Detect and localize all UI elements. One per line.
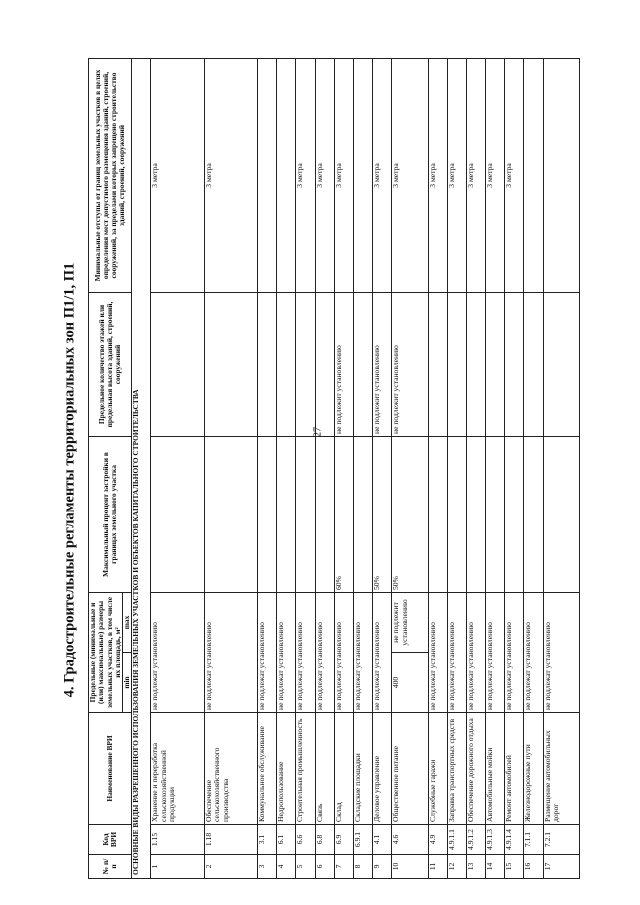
row-sizes: не подлежат установлению	[373, 592, 392, 712]
row-setback: 3 метра	[505, 58, 524, 292]
row-sizes: не подлежат установлению	[486, 592, 505, 712]
row-floors	[258, 292, 277, 436]
row-code: 1.18	[204, 825, 257, 855]
row-code: 6.9	[334, 825, 353, 855]
row-num: 1	[151, 855, 204, 879]
table-row	[505, 58, 524, 878]
row-setback	[543, 58, 579, 292]
row-coverage	[151, 436, 204, 592]
row-code: 6.6	[296, 825, 315, 855]
table-row	[353, 58, 372, 878]
row-floors	[296, 292, 315, 436]
row-name: Недропользование	[277, 713, 296, 825]
row-code: 7.2.1	[543, 825, 579, 855]
row-setback: 3 метра	[204, 58, 257, 292]
row-setback	[353, 58, 372, 292]
row-code: 4.9.1.3	[486, 825, 505, 855]
row-setback: 3 метра	[466, 58, 485, 292]
row-sizes: не подлежат установлению	[277, 592, 296, 712]
row-floors	[353, 292, 372, 436]
row-num: 7	[334, 855, 353, 879]
row-setback: 3 метра	[315, 58, 334, 292]
header-min: min	[123, 653, 132, 713]
row-code: 3.1	[258, 825, 277, 855]
table-row	[204, 58, 257, 878]
row-floors: не подлежит установлению	[373, 292, 392, 436]
row-num: 13	[466, 855, 485, 879]
row-num: 16	[524, 855, 543, 879]
row-floors	[524, 292, 543, 436]
document-title: 4. Градостроительные регламенты территориальных зон П1/1, П1	[61, 262, 78, 698]
row-code: 4.9.1.4	[505, 825, 524, 855]
row-coverage	[296, 436, 315, 592]
header-code: Код ВРИ	[89, 825, 132, 855]
row-setback: 3 метра	[296, 58, 315, 292]
row-floors	[151, 292, 204, 436]
table-row	[447, 58, 466, 878]
row-setback: 3 метра	[486, 58, 505, 292]
row-sizes: не подлежат установлению	[296, 592, 315, 712]
row-name: Складские площадки	[353, 713, 372, 825]
row-num: 8	[353, 855, 372, 879]
row-code: 4.9.1.2	[466, 825, 485, 855]
row-num: 6	[315, 855, 334, 879]
row-coverage	[428, 436, 447, 592]
row-floors	[312, 292, 334, 437]
row-setback: 3 метра	[151, 58, 204, 292]
row-name: Общественное питание	[392, 713, 428, 825]
row-code: 6.1	[277, 825, 296, 855]
row-sizes: не подлежат установлению	[447, 592, 466, 712]
table-row	[373, 58, 392, 878]
row-coverage	[315, 436, 334, 592]
row-code: 4.1	[373, 825, 392, 855]
row-floors	[277, 292, 296, 436]
row-coverage	[505, 436, 524, 592]
row-setback: 3 метра	[428, 58, 447, 292]
table-row	[543, 58, 579, 878]
row-floors	[505, 292, 524, 436]
row-setback: 3 метра	[392, 58, 428, 292]
row-num: 12	[447, 855, 466, 879]
table-row	[296, 58, 315, 878]
header-row	[89, 58, 123, 878]
row-sizes: не подлежат установлению	[524, 592, 543, 712]
row-name: Автомобильные мойки	[486, 713, 505, 825]
row-sizes: не подлежат установлению	[428, 592, 447, 712]
row-coverage: 60%	[334, 436, 353, 592]
row-floors	[486, 292, 505, 436]
row-num: 17	[543, 855, 579, 879]
row-floors	[447, 292, 466, 436]
row-num: 14	[486, 855, 505, 879]
row-code: 7.1.1	[524, 825, 543, 855]
section-row	[132, 58, 151, 878]
row-floors: не подлежит установлению	[334, 292, 353, 436]
row-sizes: не подлежат установлению	[353, 592, 372, 712]
header-num: № п/п	[89, 855, 132, 879]
row-setback	[524, 58, 543, 292]
row-num: 15	[505, 855, 524, 879]
header-name: Наименование ВРИ	[89, 713, 132, 825]
row-sizes: не подлежат установлению	[258, 592, 277, 712]
row-setback: 3 метра	[447, 58, 466, 292]
row-num: 9	[373, 855, 392, 879]
regulations-table-container	[88, 59, 580, 879]
row-name: Коммунальное обслуживание	[258, 713, 277, 825]
row-coverage	[258, 436, 277, 592]
table-row	[334, 58, 353, 878]
header-floors: Предельное количество этажей или предельная высота зданий, строений, сооружений	[89, 292, 132, 436]
table-row	[524, 58, 543, 878]
row-sizes: не подлежат установлению	[315, 592, 334, 712]
row-code: 4.6	[392, 825, 428, 855]
header-setback: Минимальные отступы от границ земельных участков в целях определения мест допустимого размещения зданий, строений, сооружений, за пределами которых запрещено строительство зданий, строений, сооружений	[89, 58, 132, 292]
row-code: 1.15	[151, 825, 204, 855]
row-code: 4.9	[428, 825, 447, 855]
row-sizes: не подлежат установлению	[334, 592, 353, 712]
table-row	[258, 58, 277, 878]
row-code: 6.8	[315, 825, 334, 855]
row-coverage	[524, 436, 543, 592]
row-coverage	[277, 436, 296, 592]
row-sizes: не подлежат установлению	[204, 592, 257, 712]
row-name: Размещение автомобильных дорог	[543, 713, 579, 825]
header-size-limits: Предельные (минимальные и (или) максимальные) размеры земельных участков, в том числе их площадь, м²	[89, 592, 123, 712]
row-sizes: не подлежат установлению	[466, 592, 485, 712]
row-max: не подлежит установлению	[392, 592, 428, 652]
row-sizes: не подлежат установлению	[505, 592, 524, 712]
header-max: max	[123, 592, 132, 652]
row-setback: 3 метра	[373, 58, 392, 292]
row-name: Строительная промышленность	[296, 713, 315, 825]
row-name: Обеспечение дорожного отдыха	[466, 713, 485, 825]
header-coverage: Максимальный процент застройки в границах земельного участка	[89, 436, 132, 592]
row-name: Хранение и переработка сельскохозяйственной продукции	[151, 713, 204, 825]
page-number: 27	[312, 427, 324, 437]
table-row	[392, 58, 428, 878]
row-name: Заправка транспортных средств	[447, 713, 466, 825]
row-name: Железнодорожные пути	[524, 713, 543, 825]
row-floors	[543, 292, 579, 436]
row-floors	[466, 292, 485, 436]
row-coverage: 50%	[392, 436, 428, 592]
row-name: Деловое управление	[373, 713, 392, 825]
row-num: 2	[204, 855, 257, 879]
row-coverage	[486, 436, 505, 592]
table-row	[428, 58, 447, 878]
table-row	[315, 58, 334, 878]
table-row	[277, 58, 296, 878]
row-floors: не подлежит установлению	[392, 292, 428, 436]
table-row	[466, 58, 485, 878]
section-title: ОСНОВНЫЕ ВИДЫ РАЗРЕШЕННОГО ИСПОЛЬЗОВАНИЯ ЗЕМЕЛЬНЫХ УЧАСТКОВ И ОБЪЕКТОВ КАПИТАЛЬНОГО СТРОИТЕЛЬСТВА	[132, 58, 151, 878]
row-num: 11	[428, 855, 447, 879]
row-floors	[428, 292, 447, 436]
row-name: Связь	[315, 713, 334, 825]
row-setback: 3 метра	[334, 58, 353, 292]
row-num: 10	[392, 855, 428, 879]
row-num: 4	[277, 855, 296, 879]
row-sizes: не подлежат установлению	[151, 592, 204, 712]
row-code: 4.9.1.1	[447, 825, 466, 855]
row-code: 6.9.1	[353, 825, 372, 855]
row-coverage	[447, 436, 466, 592]
row-name: Ремонт автомобилей	[505, 713, 524, 825]
row-coverage: 50%	[373, 436, 392, 592]
row-coverage	[353, 436, 372, 592]
row-num: 3	[258, 855, 277, 879]
regulations-table	[88, 58, 580, 879]
row-coverage	[204, 436, 257, 592]
table-row	[151, 58, 204, 878]
row-name: Служебные гаражи	[428, 713, 447, 825]
row-coverage	[543, 436, 579, 592]
row-name: Обеспечение сельскохозяйственного производства	[204, 713, 257, 825]
row-coverage	[466, 436, 485, 592]
row-num: 5	[296, 855, 315, 879]
row-min: 400	[392, 653, 428, 713]
row-floors	[204, 292, 257, 436]
row-setback	[258, 58, 277, 292]
table-row	[486, 58, 505, 878]
row-sizes: не подлежат установлению	[543, 592, 579, 712]
row-setback	[277, 58, 296, 292]
row-name: Склад	[334, 713, 353, 825]
